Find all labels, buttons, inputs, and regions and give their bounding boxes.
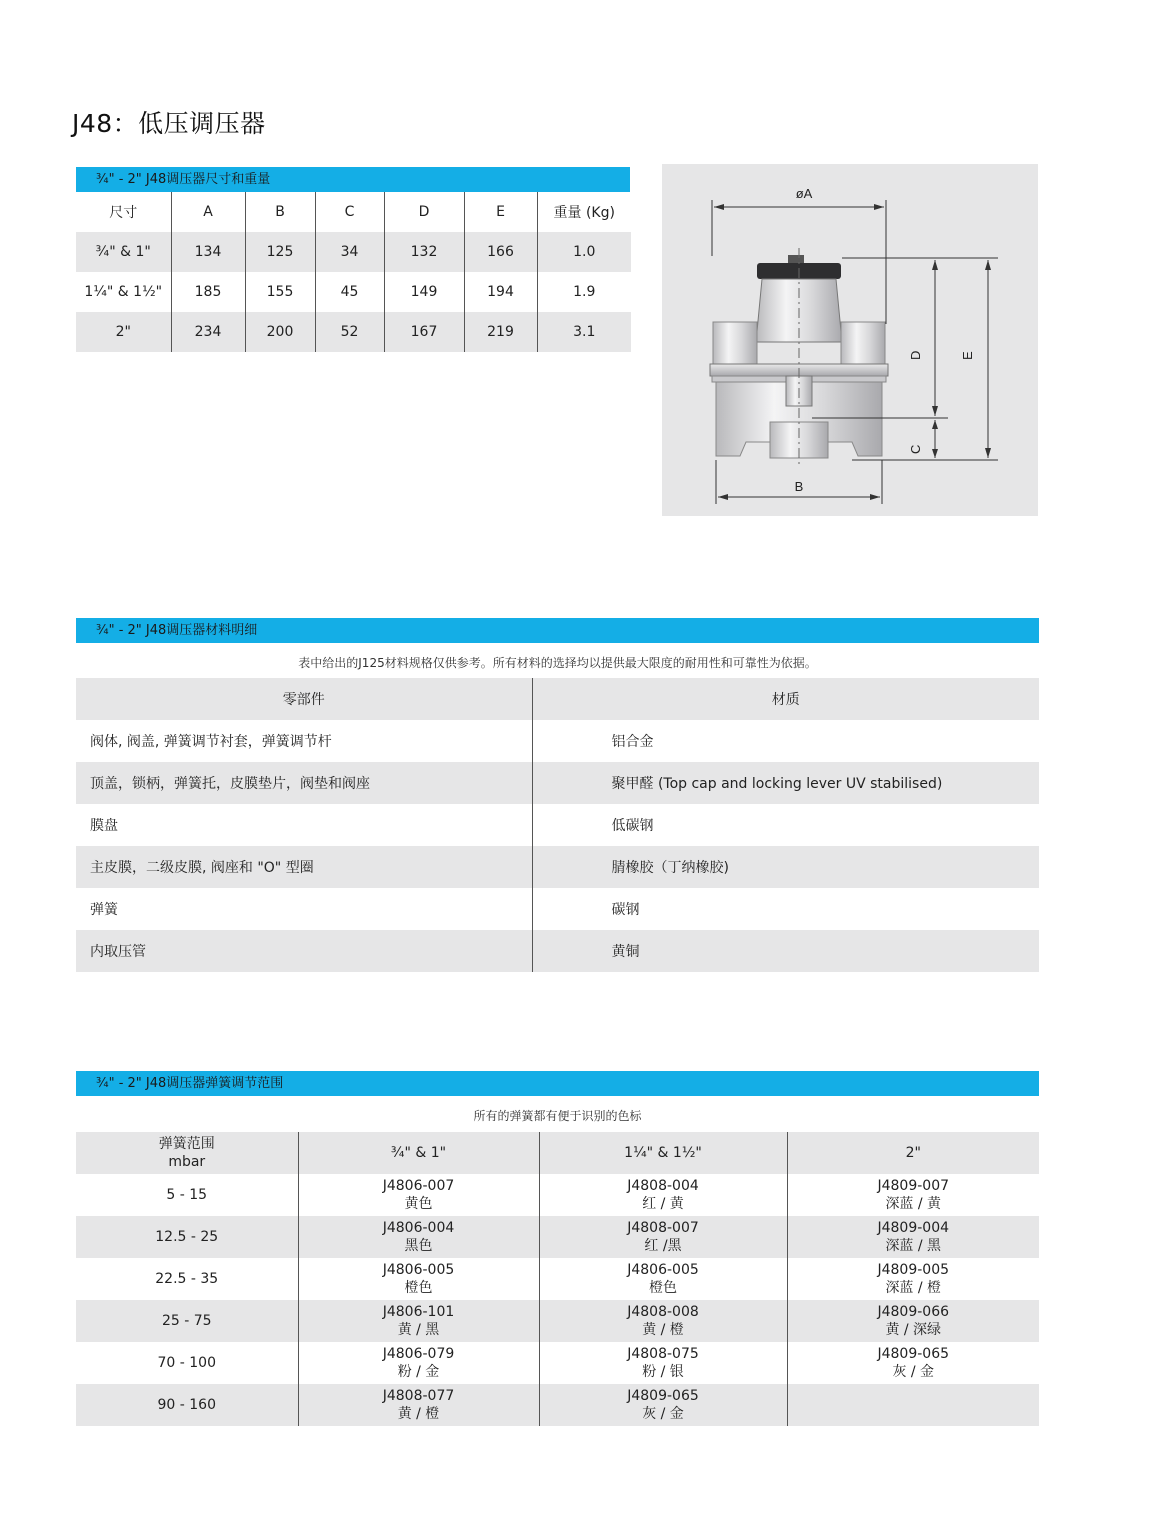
color-code: 深蓝 / 橙 xyxy=(885,1280,942,1296)
cell-material: 碳钢 xyxy=(532,888,1039,930)
cell-b: 155 xyxy=(245,272,315,312)
color-code: 黄 / 橙 xyxy=(397,1406,440,1422)
header-a: A xyxy=(171,192,245,232)
cell-weight: 1.0 xyxy=(537,232,631,272)
materials-table xyxy=(76,678,1039,972)
cell-material: 黄铜 xyxy=(532,930,1039,972)
regulator-drawing-panel xyxy=(662,164,1038,516)
cell-spring-medium xyxy=(539,1384,787,1426)
cell-spring-medium xyxy=(539,1216,787,1258)
cell-spring-small xyxy=(298,1300,539,1342)
cell-spring-large xyxy=(787,1174,1039,1216)
cell-part: 膜盘 xyxy=(90,818,118,834)
part-code: J4806-101 xyxy=(382,1304,455,1320)
table-row xyxy=(76,720,1039,762)
color-code: 深蓝 / 黄 xyxy=(885,1196,942,1212)
color-code: 红 / 黄 xyxy=(642,1196,684,1212)
cell-part: 顶盖，锁柄，弹簧托，皮膜垫片，阀垫和阀座 xyxy=(90,776,370,792)
cell-material: 腈橡胶（丁纳橡胶) xyxy=(532,846,1039,888)
cell-a: 185 xyxy=(171,272,245,312)
cell-spring-small xyxy=(298,1258,539,1300)
color-code: 灰 / 金 xyxy=(892,1364,935,1380)
table-row xyxy=(76,1174,1039,1216)
color-code: 深蓝 / 黑 xyxy=(885,1238,942,1254)
header-b: B xyxy=(245,192,315,232)
dimension-label-a: øA xyxy=(795,186,813,201)
cell-range: 25 - 75 xyxy=(161,1313,212,1329)
table-row xyxy=(76,1300,1039,1342)
spring-header-row xyxy=(76,1132,1039,1174)
cell-spring-large xyxy=(787,1342,1039,1384)
color-code: 黄 / 深绿 xyxy=(885,1322,942,1338)
part-code: J4809-066 xyxy=(877,1304,950,1320)
cell-e: 166 xyxy=(464,232,537,272)
part-code: J4806-079 xyxy=(382,1346,455,1362)
cell-c: 45 xyxy=(315,272,384,312)
cell-c: 34 xyxy=(315,232,384,272)
dimensions-header-row xyxy=(76,192,631,232)
cell-spring-medium xyxy=(539,1258,787,1300)
cell-spring-large xyxy=(787,1384,1039,1426)
cell-part: 弹簧 xyxy=(90,902,118,918)
part-code: J4809-065 xyxy=(627,1388,699,1404)
header-size-small: ¾" & 1" xyxy=(298,1132,539,1174)
cell-d: 167 xyxy=(384,312,464,352)
cell-spring-large xyxy=(787,1300,1039,1342)
table-row xyxy=(76,804,1039,846)
header-d: D xyxy=(384,192,464,232)
color-code: 粉 / 银 xyxy=(642,1364,684,1380)
cell-part: 内取压管 xyxy=(90,944,146,960)
spring-section-bar: ¾" - 2" J48调压器弹簧调节范围 xyxy=(76,1071,1039,1096)
part-code: J4809-004 xyxy=(877,1220,950,1236)
dimension-label-d: D xyxy=(908,350,923,360)
cell-spring-small xyxy=(298,1342,539,1384)
header-spring-range xyxy=(76,1132,298,1174)
color-code: 黑色 xyxy=(404,1238,433,1254)
table-row xyxy=(76,1216,1039,1258)
part-code: J4808-008 xyxy=(627,1304,699,1320)
part-code: J4808-004 xyxy=(627,1178,699,1194)
cell-a: 234 xyxy=(171,312,245,352)
cell-b: 125 xyxy=(245,232,315,272)
cell-spring-medium xyxy=(539,1300,787,1342)
cell-size: ¾" & 1" xyxy=(95,244,151,260)
cell-range: 5 - 15 xyxy=(166,1187,208,1203)
table-row xyxy=(76,1384,1039,1426)
cell-spring-small xyxy=(298,1174,539,1216)
header-e: E xyxy=(464,192,537,232)
spring-table xyxy=(76,1132,1039,1426)
color-code: 橙色 xyxy=(404,1280,433,1296)
table-row xyxy=(76,846,1039,888)
header-size: 尺寸 xyxy=(109,205,138,221)
cell-e: 194 xyxy=(464,272,537,312)
header-weight: 重量 (Kg) xyxy=(537,192,631,232)
dimension-label-c: C xyxy=(908,444,923,454)
color-code: 粉 / 金 xyxy=(397,1364,440,1380)
dimensions-table xyxy=(76,192,631,352)
cell-c: 52 xyxy=(315,312,384,352)
part-code: J4806-007 xyxy=(382,1178,455,1194)
cell-weight: 3.1 xyxy=(537,312,631,352)
header-material: 材质 xyxy=(532,678,1039,720)
table-row xyxy=(76,888,1039,930)
cell-part: 阀体, 阀盖, 弹簧调节衬套，弹簧调节杆 xyxy=(90,734,332,750)
dimensions-section-bar: ¾" - 2" J48调压器尺寸和重量 xyxy=(76,167,630,192)
header-c: C xyxy=(315,192,384,232)
cell-spring-medium xyxy=(539,1342,787,1384)
header-part: 零部件 xyxy=(282,692,325,708)
cell-spring-small xyxy=(298,1384,539,1426)
materials-section-bar: ¾" - 2" J48调压器材料明细 xyxy=(76,618,1039,643)
materials-header-row xyxy=(76,678,1039,720)
part-code: J4809-007 xyxy=(877,1178,950,1194)
part-code: J4809-005 xyxy=(877,1262,950,1278)
color-code: 黄 / 黑 xyxy=(397,1322,440,1338)
table-row xyxy=(76,1342,1039,1384)
cell-spring-large xyxy=(787,1216,1039,1258)
part-code: J4808-077 xyxy=(382,1388,455,1404)
cell-b: 200 xyxy=(245,312,315,352)
cell-a: 134 xyxy=(171,232,245,272)
cell-range: 70 - 100 xyxy=(157,1355,216,1371)
table-row xyxy=(76,930,1039,972)
color-code: 黄色 xyxy=(404,1196,433,1212)
cell-range: 22.5 - 35 xyxy=(155,1271,219,1287)
dimension-label-e: E xyxy=(960,351,975,360)
color-code: 黄 / 橙 xyxy=(642,1322,684,1338)
cell-material: 聚甲醛 (Top cap and locking lever UV stabilised) xyxy=(532,762,1039,804)
part-code: J4806-005 xyxy=(627,1262,699,1278)
color-code: 红 /黑 xyxy=(644,1238,682,1254)
header-spring-range-unit: mbar xyxy=(168,1154,206,1170)
part-code: J4806-004 xyxy=(382,1220,455,1236)
cell-size: 1¼" & 1½" xyxy=(84,284,163,300)
materials-note: 表中给出的J125材料规格仅供参考。所有材料的选择均以提供最大限度的耐用性和可靠性为依据。 xyxy=(298,656,817,670)
table-row xyxy=(76,272,631,312)
cell-d: 149 xyxy=(384,272,464,312)
cell-spring-large xyxy=(787,1258,1039,1300)
cell-e: 219 xyxy=(464,312,537,352)
cell-size: 2" xyxy=(115,324,131,340)
part-code: J4808-007 xyxy=(627,1220,699,1236)
page-title: J48：低压调压器 xyxy=(72,109,266,138)
header-spring-range-label: 弹簧范围 xyxy=(158,1136,215,1152)
cell-range: 12.5 - 25 xyxy=(155,1229,219,1245)
table-row xyxy=(76,232,631,272)
cell-material: 低碳钢 xyxy=(532,804,1039,846)
header-size-large: 2" xyxy=(787,1132,1039,1174)
dimension-label-b: B xyxy=(794,479,804,494)
part-code: J4806-005 xyxy=(382,1262,455,1278)
cell-material: 铝合金 xyxy=(532,720,1039,762)
cell-spring-small xyxy=(298,1216,539,1258)
cell-d: 132 xyxy=(384,232,464,272)
spring-note: 所有的弹簧都有便于识别的色标 xyxy=(473,1109,642,1123)
color-code: 橙色 xyxy=(649,1280,677,1296)
table-row xyxy=(76,1258,1039,1300)
table-row xyxy=(76,762,1039,804)
cell-spring-medium xyxy=(539,1174,787,1216)
table-row xyxy=(76,312,631,352)
cell-range: 90 - 160 xyxy=(157,1397,216,1413)
header-size-medium: 1¼" & 1½" xyxy=(539,1132,787,1174)
part-code: J4808-075 xyxy=(627,1346,699,1362)
cell-part: 主皮膜，二级皮膜, 阀座和 "O" 型圈 xyxy=(90,860,314,876)
color-code: 灰 / 金 xyxy=(642,1406,684,1422)
cell-weight: 1.9 xyxy=(537,272,631,312)
part-code: J4809-065 xyxy=(877,1346,950,1362)
regulator-drawing xyxy=(662,164,1038,516)
